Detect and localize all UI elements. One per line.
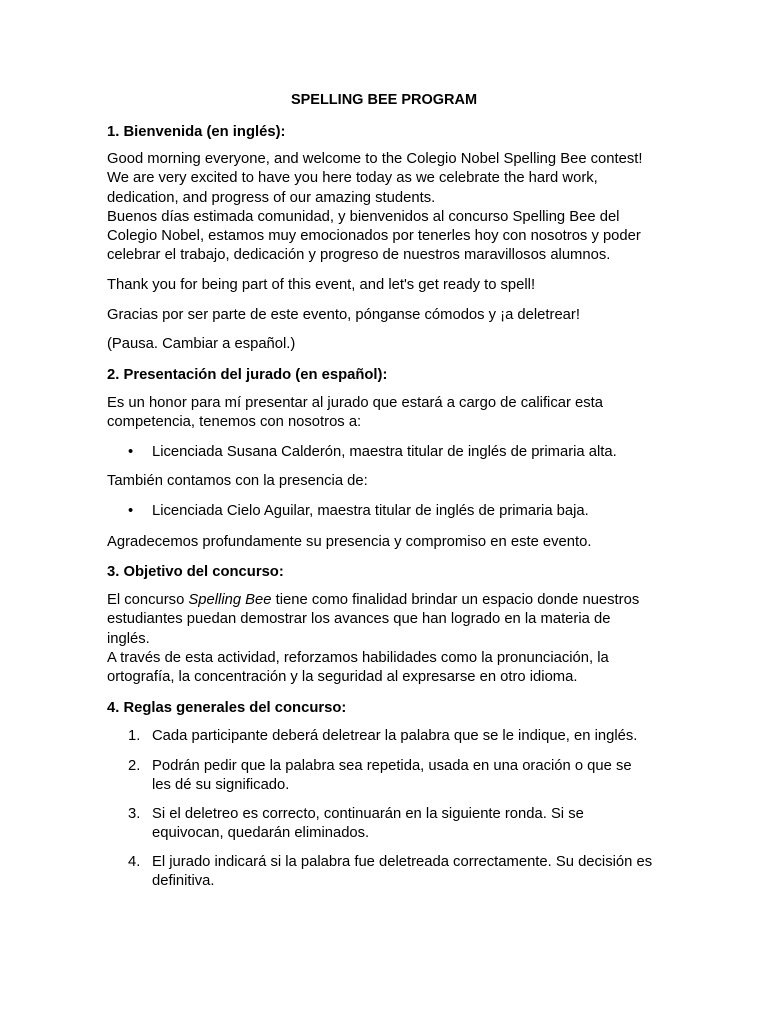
paragraph-line: ortografía, la concentración y la seguridad al expresarse en otro idioma. — [107, 669, 578, 686]
section-2-intro — [107, 394, 667, 433]
rule-1-text: Cada participante deberá deletrear la palabra que se le indique, en inglés. — [152, 728, 638, 744]
rule-number: 4. — [128, 854, 141, 870]
judge-2-item: Licenciada Cielo Aguilar, maestra titular de inglés de primaria baja. — [152, 503, 589, 519]
paragraph-line: estudiantes puedan demostrar los avances que han logrado en la materia de — [107, 611, 611, 628]
document-title: SPELLING BEE PROGRAM — [290, 92, 478, 108]
rule-number: 2. — [128, 758, 141, 774]
section-1-thanks-english: Thank you for being part of this event, and let's get ready to spell! — [107, 277, 536, 293]
rule-2-text: Podrán pedir que la palabra sea repetida, usada en una oración o que se — [152, 758, 632, 774]
section-2-also: También contamos con la presencia de: — [107, 473, 368, 489]
paragraph-line: dedication, and progress of our amazing students. — [107, 189, 436, 206]
paragraph-line: competencia, tenemos con nosotros a: — [107, 414, 362, 431]
rule-number: 3. — [128, 806, 141, 822]
paragraph-line: Colegio Nobel, estamos muy emocionados por tenerles hoy con nosotros y poder — [107, 228, 641, 245]
section-1-thanks-spanish: Gracias por ser parte de este evento, pónganse cómodos y ¡a deletrear! — [107, 307, 580, 323]
section-4-heading: 4. Reglas generales del concurso: — [107, 700, 347, 716]
section-1-welcome-paragraph — [107, 150, 667, 266]
judge-1-item: Licenciada Susana Calderón, maestra titular de inglés de primaria alta. — [152, 444, 617, 460]
paragraph-line: Good morning everyone, and welcome to the Colegio Nobel Spelling Bee contest! — [107, 151, 643, 167]
paragraph-line: celebrar el trabajo, dedicación y progreso de nuestros maravillosos alumnos. — [107, 247, 611, 264]
section-1-heading: 1. Bienvenida (en inglés): — [107, 124, 286, 140]
section-3-paragraph — [107, 591, 667, 687]
bullet-icon: • — [128, 444, 134, 460]
paragraph-line: Es un honor para mí presentar al jurado que estará a cargo de calificar esta — [107, 395, 603, 411]
paragraph-line: Buenos días estimada comunidad, y bienvenidos al concurso Spelling Bee del — [107, 208, 620, 225]
section-2-heading: 2. Presentación del jurado (en español): — [107, 367, 388, 383]
bullet-icon: • — [128, 503, 134, 519]
emphasis-spelling-bee: Spelling Bee — [188, 592, 272, 608]
rule-number: 1. — [128, 728, 141, 744]
rule-2-text-cont: les dé su significado. — [152, 777, 290, 793]
section-1-pause-note: (Pausa. Cambiar a español.) — [107, 336, 296, 352]
paragraph-line: We are very excited to have you here today as we celebrate the hard work, — [107, 170, 598, 187]
section-2-thanks: Agradecemos profundamente su presencia y compromiso en este evento. — [107, 534, 592, 550]
paragraph-line: A través de esta actividad, reforzamos habilidades como la pronunciación, la — [107, 649, 609, 666]
rule-4-text: El jurado indicará si la palabra fue deletreada correctamente. Su decisión es — [152, 854, 653, 870]
paragraph-line: El concurso Spelling Bee tiene como finalidad brindar un espacio donde nuestros — [107, 592, 640, 608]
rule-3-text-cont: equivocan, quedarán eliminados. — [152, 825, 370, 841]
rule-3-text: Si el deletreo es correcto, continuarán en la siguiente ronda. Si se — [152, 806, 584, 822]
paragraph-line: inglés. — [107, 630, 150, 647]
rule-4-text-cont: definitiva. — [152, 873, 215, 889]
section-3-heading: 3. Objetivo del concurso: — [107, 564, 284, 580]
